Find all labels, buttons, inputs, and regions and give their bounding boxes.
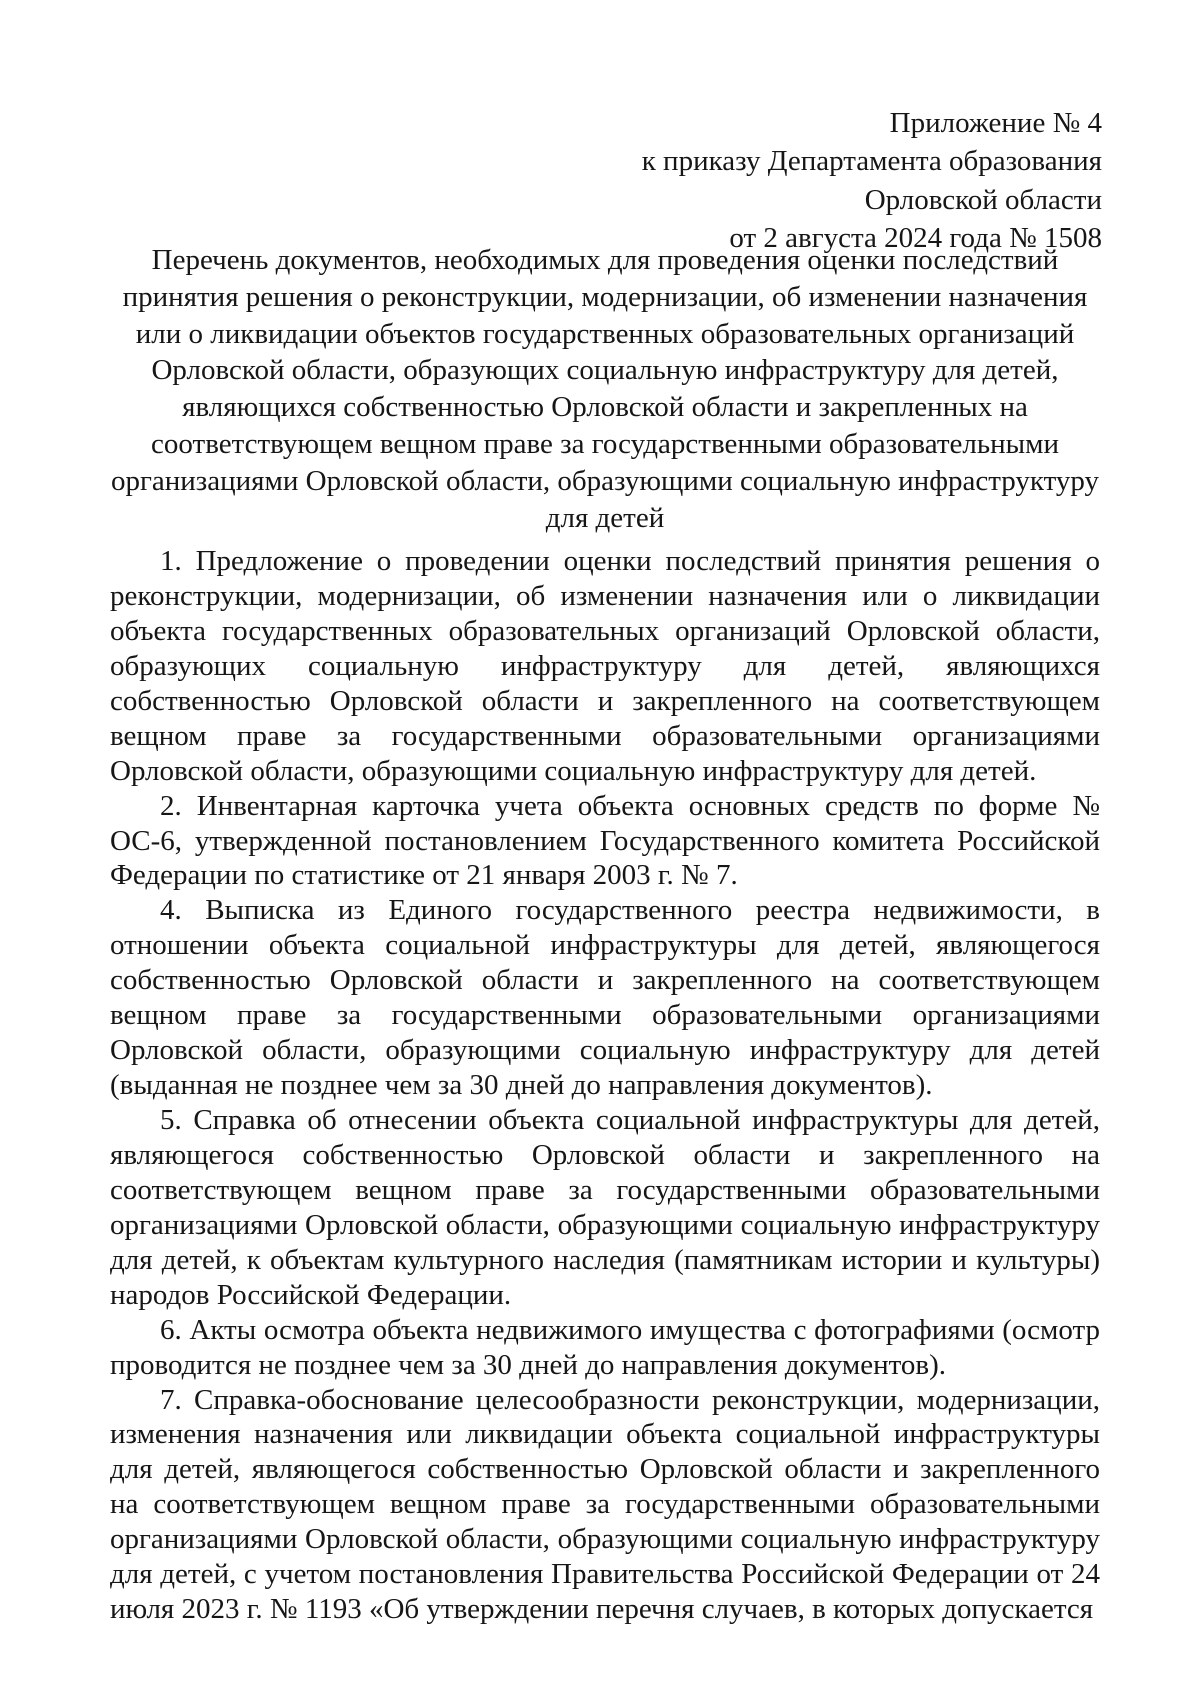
list-item-7: 7. Справка-обоснование целесообразности реконструкции, модернизации, изменения назначения или ликвидации объекта социальной инфраструктуры для детей, являющегося собственностью Орловской области и закрепленного на соответствующем вещном праве за государственными образовательными организациями Орловской области, образующими социальную инфраструктуру для детей, с учетом постановления Правительства Российской Федерации от 24 июля 2023 г. № 1193 «Об утверждении перечня случаев, в которых допускается xyxy=(110,1383,1100,1626)
list-item-2: 2. Инвентарная карточка учета объекта основных средств по форме № ОС-6, утвержденной постановлением Государственного комитета Российской Федерации по статистике от 21 января 2003 г. № 7. xyxy=(110,789,1100,892)
list-item-1: 1. Предложение о проведении оценки последствий принятия решения о реконструкции, модернизации, об изменении назначения или о ликвидации объекта государственных образовательных организаций Орловской области, образующих социальную инфраструктуру для детей, являющихся собственностью Орловской области и закрепленного на соответствующем вещном праве за государственными образовательными организациями Орловской области, образующими социальную инфраструктуру для детей. xyxy=(110,545,1100,787)
document-title xyxy=(110,242,1100,537)
document-list xyxy=(110,544,1100,1627)
appendix-region: Орловской области xyxy=(864,183,1102,216)
list-item-5: 5. Справка об отнесении объекта социальной инфраструктуры для детей, являющегося собственностью Орловской области и закрепленного на соответствующем вещном праве за государственными образовательными организациями Орловской области, образующими социальную инфраструктуру для детей, к объектам культурного наследия (памятникам истории и культуры) народов Российской Федерации. xyxy=(110,1104,1100,1311)
appendix-number: Приложение № 4 xyxy=(889,107,1102,139)
appendix-order-date: от 2 августа 2024 года № 1508 xyxy=(729,221,1102,254)
title-line: или о ликвидации объектов государственных образовательных организаций xyxy=(135,317,1075,350)
title-line: для детей xyxy=(545,501,665,534)
title-line: принятия решения о реконструкции, модернизации, об изменении назначения xyxy=(122,280,1088,313)
title-line: являющихся собственностью Орловской области и закрепленных на xyxy=(182,391,1028,424)
appendix-header xyxy=(642,104,1102,257)
title-line: организациями Орловской области, образующими социальную инфраструктуру xyxy=(111,464,1099,497)
list-item-6: 6. Акты осмотра объекта недвижимого имущества с фотографиями (осмотр проводится не позднее чем за 30 дней до направления документов). xyxy=(110,1313,1100,1381)
list-item-4: 4. Выписка из Единого государственного реестра недвижимости, в отношении объекта социальной инфраструктуры для детей, являющегося собственностью Орловской области и закрепленного на соответствующем вещном праве за государственными образовательными организациями Орловской области, образующими социальную инфраструктуру для детей (выданная не позднее чем за 30 дней до направления документов). xyxy=(110,894,1100,1102)
title-line: соответствующем вещном праве за государственными образовательными xyxy=(151,428,1059,461)
title-line: Перечень документов, необходимых для проведения оценки последствий xyxy=(151,244,1059,276)
title-line: Орловской области, образующих социальную инфраструктуру для детей, xyxy=(151,354,1059,387)
appendix-order-reference: к приказу Департамента образования xyxy=(641,145,1102,178)
